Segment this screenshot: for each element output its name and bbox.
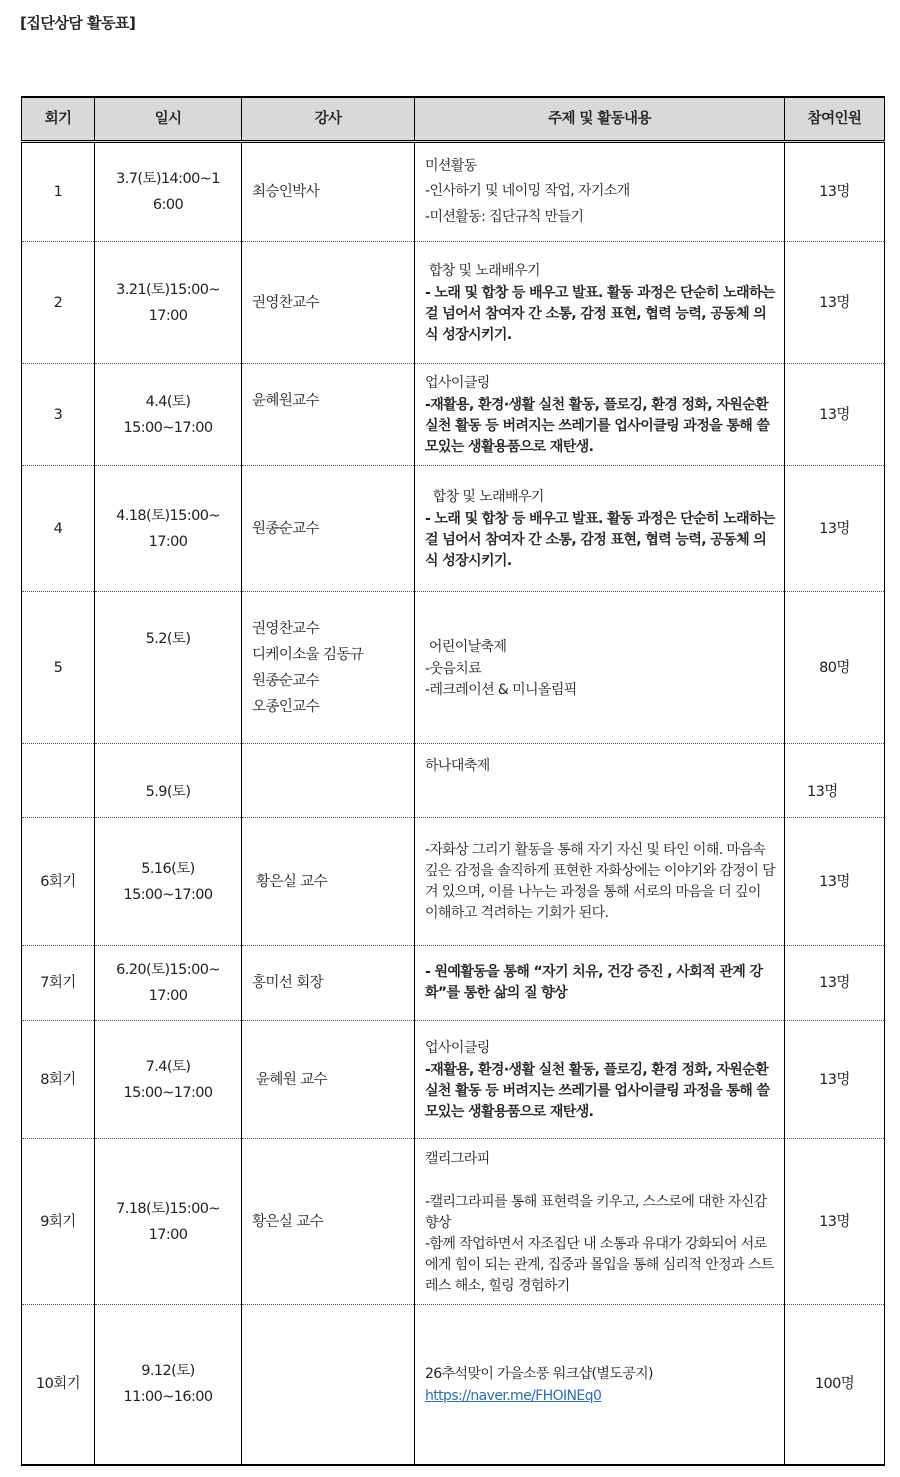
participants-cell: 13명 [785,466,885,592]
topic-cell [415,744,785,818]
participants-cell: 13명 [785,1021,885,1139]
topic-title: 하나대축제 [425,758,490,774]
workshop-link[interactable]: https://naver.me/FHOINEq0 [425,1387,602,1404]
topic-description: - 노래 및 합창 등 배우고 발표. 활동 과정은 단순히 노래하는 걸 넘어서 참여자 간 소통, 감정 표현, 협력 능력, 공동체 의식 성장시키기. [425,511,775,569]
table-row [22,1305,885,1465]
session-cell: 5 [22,592,95,744]
table-row [22,818,885,946]
instructor-cell: 윤혜원 교수 [242,1021,415,1139]
table-header-row [22,97,885,142]
header-datetime: 일시 [95,97,242,142]
table-row [22,242,885,364]
participants-cell: 13명 [785,1139,885,1305]
topic-cell [415,1021,785,1139]
datetime-cell: 6.20(토)15:00~ 17:00 [95,946,242,1021]
participants-cell: 13명 [785,364,885,466]
topic-cell [415,466,785,592]
instructor-cell: 윤혜원교수 [242,364,415,466]
datetime-cell: 9.12(토) 11:00~16:00 [95,1305,242,1465]
session-cell: 1 [22,142,95,242]
datetime-cell: 7.18(토)15:00~ 17:00 [95,1139,242,1305]
datetime-cell: 7.4(토) 15:00~17:00 [95,1021,242,1139]
topic-title: 캘리그라피 [425,1150,490,1167]
datetime-cell: 5.16(토) 15:00~17:00 [95,818,242,946]
topic-cell [415,818,785,946]
datetime-cell: 5.2(토) [95,592,242,744]
table-row [22,466,885,592]
topic-cell [415,592,785,744]
session-cell: 2 [22,242,95,364]
topic-description: -재활용, 환경·생활 실천 활동, 플로깅, 환경 정화, 자원순환 실천 활동 등 버려지는 쓰레기를 업사이클링 과정을 통해 쓸모있는 생활용품으로 재탄생. [425,397,770,455]
table-row [22,364,885,466]
topic-description: -인사하기 및 네이밍 작업, 자기소개 -미션활동: 집단규칙 만들기 [425,183,630,225]
topic-description: -재활용, 환경·생활 실천 활동, 플로깅, 환경 정화, 자원순환 실천 활동 등 버려지는 쓰레기를 업사이클링 과정을 통해 쓸모있는 생활용품으로 재탄생. [425,1062,770,1120]
table-row [22,142,885,242]
table-row [22,1139,885,1305]
participants-cell: 13명 [785,818,885,946]
topic-cell [415,364,785,466]
instructor-cell: 홍미선 회장 [242,946,415,1021]
session-cell [22,744,95,818]
instructor-cell: 최승인박사 [242,142,415,242]
table-row [22,592,885,744]
page-title: [집단상담 활동표] [20,14,136,32]
table-row [22,946,885,1021]
topic-description: -자화상 그리기 활동을 통해 자기 자신 및 타인 이해. 마음속 깊은 감정을 솔직하게 표현한 자화상에는 이야기와 감정이 담겨 있으며, 이를 나누는 과정을 통해 서로의 마음을 더 깊이 이해하고 격려하는 기회가 된다. [425,841,776,921]
topic-title: 업사이클링 [425,375,490,391]
session-cell: 4 [22,466,95,592]
session-cell: 7회기 [22,946,95,1021]
instructor-cell [242,1305,415,1465]
header-instructor: 강사 [242,97,415,142]
participants-cell: 13명 [785,744,885,818]
activity-table [21,96,885,1466]
topic-title: 26추석맞이 가을소풍 워크샵(별도공지) [425,1365,653,1382]
participants-cell: 13명 [785,946,885,1021]
datetime-cell: 4.18(토)15:00~ 17:00 [95,466,242,592]
header-session: 회기 [22,97,95,142]
topic-title: 어린이날축제 [425,638,507,655]
participants-cell: 80명 [785,592,885,744]
topic-title: 합창 및 노래배우기 [425,263,540,279]
topic-description: -웃음치료 -레크레이션 & 미니올림픽 [425,660,577,698]
topic-description: -캘리그라피를 통해 표현력을 키우고, 스스로에 대한 자신감 향상 -함께 작업하면서 자조집단 내 소통과 유대가 강화되어 서로에게 힘이 되는 관계, 집중과 몰입을 통해 심리적 안정과 스트레스 해소, 힐링 경험하기 [425,1193,774,1294]
participants-cell: 13명 [785,142,885,242]
participants-cell: 100명 [785,1305,885,1465]
topic-cell [415,946,785,1021]
topic-description: - 노래 및 합창 등 배우고 발표. 활동 과정은 단순히 노래하는 걸 넘어서 참여자 간 소통, 감정 표현, 협력 능력, 공동체 의식 성장시키기. [425,285,775,343]
datetime-cell: 4.4(토) 15:00~17:00 [95,364,242,466]
header-topic: 주제 및 활동내용 [415,97,785,142]
instructor-cell [242,744,415,818]
datetime-cell: 3.7(토)14:00~1 6:00 [95,142,242,242]
session-cell: 10회기 [22,1305,95,1465]
topic-title: 미션활동 [425,158,477,174]
table-row [22,1021,885,1139]
instructor-cell: 권영찬교수 디케이소울 김동규 원종순교수 오종인교수 [242,592,415,744]
instructor-cell: 원종순교수 [242,466,415,592]
table-row [22,744,885,818]
instructor-cell: 권영찬교수 [242,242,415,364]
topic-cell [415,1139,785,1305]
header-participants: 참여인원 [785,97,885,142]
topic-title: 업사이클링 [425,1040,490,1056]
topic-title: 합창 및 노래배우기 [425,489,544,505]
topic-cell [415,1305,785,1465]
session-cell: 8회기 [22,1021,95,1139]
session-cell: 3 [22,364,95,466]
datetime-cell: 3.21(토)15:00~ 17:00 [95,242,242,364]
topic-description: - 원예활동을 통해 “자기 치유, 건강 증진 , 사회적 관계 강화”를 통한 삶의 질 향상 [425,964,763,1001]
datetime-cell: 5.9(토) [95,744,242,818]
instructor-cell: 황은실 교수 [242,818,415,946]
topic-cell [415,242,785,364]
participants-cell: 13명 [785,242,885,364]
session-cell: 9회기 [22,1139,95,1305]
session-cell: 6회기 [22,818,95,946]
instructor-cell: 황은실 교수 [242,1139,415,1305]
topic-cell [415,142,785,242]
